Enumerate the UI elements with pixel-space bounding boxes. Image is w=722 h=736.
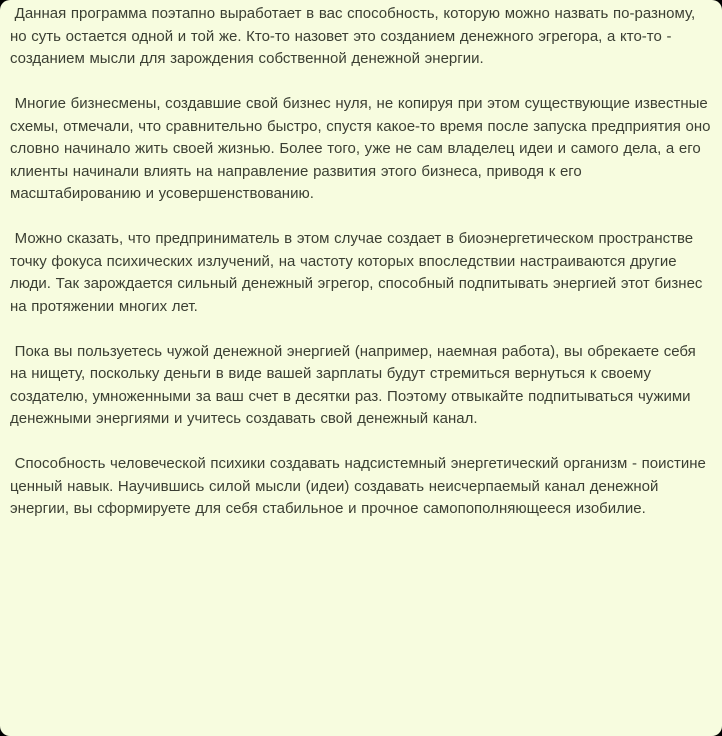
paragraph-3: Можно сказать, что предприниматель в этом случае создает в биоэнергетическом пространстве точку фокуса психических излучений, на частоту которых впоследствии настраиваются другие люди. Так зарождается сильный денежный эгрегор, способный подпитывать энергией этот бизнес на протяжении многих лет.: [10, 230, 708, 315]
paragraph-1: Данная программа поэтапно выработает в вас способность, которую можно назвать по-разному, но суть остается одной и той же. Кто-то назовет это созданием денежного эгрегора, а кто-то - созданием мысли для зарождения собственной денежной энергии.: [10, 5, 700, 67]
paragraph-2: Многие бизнесмены, создавшие свой бизнес нуля, не копируя при этом существующие известные схемы, отмечали, что сравнительно быстро, спустя какое-то время после запуска предприятия оно словно начинало жить своей жизнью. Более того, уже не сам владелец идеи и самого дела, а его клиенты начинали влиять на направление развития этого бизнеса, приводя к его масштабированию и усовершенствованию.: [10, 95, 716, 202]
paragraph-4: Пока вы пользуетесь чужой денежной энергией (например, наемная работа), вы обрекаете себя на нищету, поскольку деньги в виде вашей зарплаты будут стремиться вернуться к своему создателю, умноженными за ваш счет в десятки раз. Поэтому отвыкайте подпитываться чужими денежными энергиями и учитесь создавать свой денежный канал.: [10, 342, 701, 427]
paragraph-5: Способность человеческой психики создавать надсистемный энергетический организм - поистине ценный навык. Научившись силой мысли (идеи) создавать неисчерпаемый канал денежной энергии, вы сформируете для себя стабильное и прочное самопополняющееся изобилие.: [10, 455, 711, 517]
